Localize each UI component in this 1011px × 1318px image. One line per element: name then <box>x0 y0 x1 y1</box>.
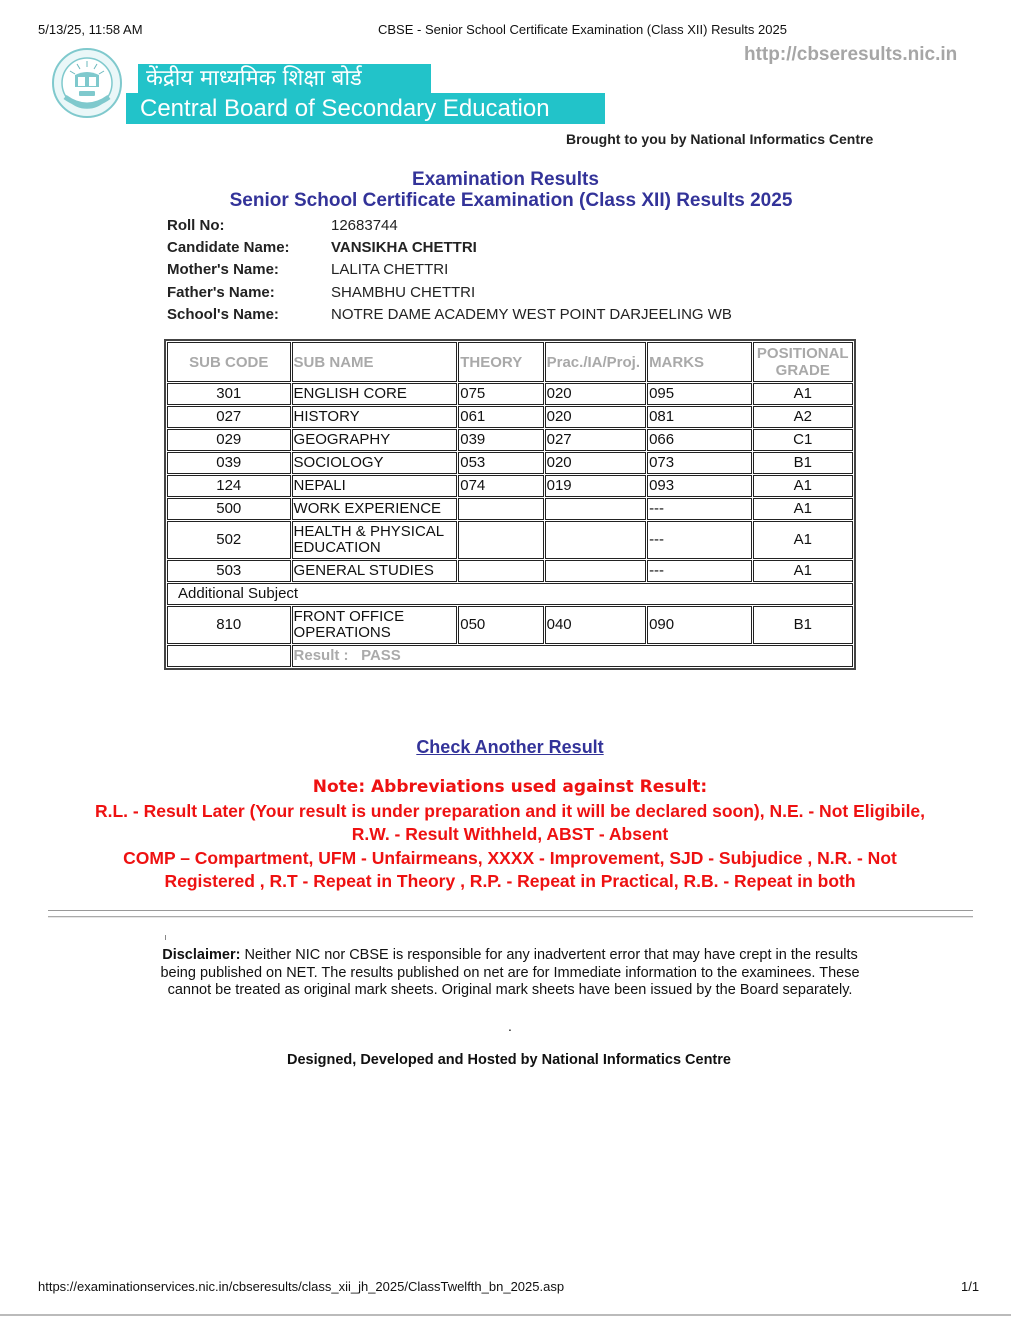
header-sub-name: SUB NAME <box>292 342 458 382</box>
total-marks: 066 <box>647 429 751 451</box>
note-line-1: R.L. - Result Later (Your result is under preparation and it will be declared soon), N.E. - Not Eligibile, <box>94 800 926 821</box>
print-datetime: 5/13/25, 11:58 AM <box>38 22 143 37</box>
roll-no-label: Roll No: <box>167 216 225 234</box>
sub-name <box>292 521 458 559</box>
result-cell <box>292 645 853 667</box>
total-marks: 073 <box>647 452 751 474</box>
header-practical: Prac./IA/Proj. <box>545 342 646 382</box>
table-row <box>167 521 853 559</box>
school-name-row <box>167 303 732 325</box>
marks-table <box>164 339 856 670</box>
total-marks: 081 <box>647 406 751 428</box>
theory-marks <box>458 560 543 582</box>
sub-code: 502 <box>167 521 291 559</box>
sub-name: NEPALI <box>292 475 458 497</box>
roll-no-row <box>167 214 732 236</box>
practical-marks <box>545 498 646 520</box>
header-sub-code: SUB CODE <box>167 342 291 382</box>
positional-grade: A1 <box>753 521 853 559</box>
note-line-2: R.W. - Result Withheld, ABST - Absent <box>351 824 669 844</box>
table-row <box>167 406 853 428</box>
positional-grade: A1 <box>753 560 853 582</box>
print-footer-url: https://examinationservices.nic.in/cbseresults/class_xii_jh_2025/ClassTwelfth_bn_2025.asp <box>38 1279 565 1294</box>
practical-marks: 040 <box>545 606 646 644</box>
print-page-title: CBSE - Senior School Certificate Examination (Class XII) Results 2025 <box>378 22 787 37</box>
practical-marks: 020 <box>545 406 646 428</box>
candidate-info <box>167 214 732 325</box>
check-another-container <box>0 737 1011 758</box>
sub-code: 503 <box>167 560 291 582</box>
header-marks: MARKS <box>647 342 751 382</box>
sub-name: ENGLISH CORE <box>292 383 458 405</box>
header-grade-line1: POSITIONAL <box>756 345 849 362</box>
positional-grade: B1 <box>753 606 853 644</box>
page-bottom-border <box>0 1314 1011 1316</box>
result-value: PASS <box>361 647 401 664</box>
sub-name-line1: HEALTH & PHYSICAL <box>293 523 445 540</box>
total-marks: 090 <box>647 606 751 644</box>
table-row <box>167 498 853 520</box>
note-line-3: COMP – Compartment, UFM - Unfairmeans, XXXX - Improvement, SJD - Subjudice , N.R. - Not <box>123 847 897 868</box>
disclaimer <box>160 947 860 1000</box>
total-marks: 095 <box>647 383 751 405</box>
positional-grade: A1 <box>753 498 853 520</box>
total-marks: --- <box>647 498 751 520</box>
sub-name: SOCIOLOGY <box>292 452 458 474</box>
roll-no-value: 12683744 <box>331 216 398 234</box>
table-row <box>167 429 853 451</box>
theory-marks: 053 <box>458 452 543 474</box>
header-grade-line2: GRADE <box>775 362 830 379</box>
mother-name-row <box>167 259 732 281</box>
mother-name-value: LALITA CHETTRI <box>331 261 449 279</box>
result-row <box>167 645 853 667</box>
sub-name-line1: FRONT OFFICE <box>293 608 405 625</box>
theory-marks: 074 <box>458 475 543 497</box>
theory-marks: 050 <box>458 606 543 644</box>
header-positional-grade <box>753 342 853 382</box>
practical-marks: 020 <box>545 383 646 405</box>
candidate-name-value: VANSIKHA CHETTRI <box>331 238 477 256</box>
sub-code: 029 <box>167 429 291 451</box>
theory-marks <box>458 521 543 559</box>
result-label: Result : <box>293 647 349 664</box>
positional-grade: A1 <box>753 383 853 405</box>
sub-name: GENERAL STUDIES <box>292 560 458 582</box>
sub-code: 124 <box>167 475 291 497</box>
theory-marks <box>458 498 543 520</box>
positional-grade: B1 <box>753 452 853 474</box>
table-row <box>167 475 853 497</box>
table-row <box>167 383 853 405</box>
additional-subject-label: Additional Subject <box>167 583 853 605</box>
practical-marks: 027 <box>545 429 646 451</box>
cbse-emblem-icon <box>51 47 123 119</box>
header-theory: THEORY <box>458 342 543 382</box>
sub-name: HISTORY <box>292 406 458 428</box>
father-name-label: Father's Name: <box>167 283 275 301</box>
additional-subject-row <box>167 583 853 605</box>
table-row <box>167 452 853 474</box>
board-name-english: Central Board of Secondary Education <box>126 93 605 124</box>
sub-name: WORK EXPERIENCE <box>292 498 458 520</box>
school-name-label: School's Name: <box>167 305 279 323</box>
sub-name: GEOGRAPHY <box>292 429 458 451</box>
designed-by-text: Designed, Developed and Hosted by National Informatics Centre <box>287 1052 731 1068</box>
board-name-hindi: केंद्रीय माध्यमिक शिक्षा बोर्ड <box>138 64 431 94</box>
sub-code: 039 <box>167 452 291 474</box>
mother-name-label: Mother's Name: <box>167 261 279 279</box>
sub-code: 301 <box>167 383 291 405</box>
theory-marks: 061 <box>458 406 543 428</box>
disclaimer-label: Disclaimer: <box>162 947 241 963</box>
positional-grade: A2 <box>753 406 853 428</box>
sub-code: 027 <box>167 406 291 428</box>
check-another-result-link[interactable]: Check Another Result <box>416 737 604 757</box>
table-row <box>167 606 853 644</box>
note-line-4: Registered , R.T - Repeat in Theory , R.P. - Repeat in Practical, R.B. - Repeat in both <box>164 871 856 891</box>
theory-marks: 039 <box>458 429 543 451</box>
sub-code: 810 <box>167 606 291 644</box>
total-marks: --- <box>647 560 751 582</box>
divider <box>48 916 973 918</box>
total-marks: --- <box>647 521 751 559</box>
sub-name-line2: OPERATIONS <box>293 624 391 641</box>
decorative-mark <box>165 935 166 940</box>
candidate-name-row <box>167 236 732 258</box>
candidate-name-label: Candidate Name: <box>167 238 290 256</box>
disclaimer-text: Neither NIC nor CBSE is responsible for any inadvertent error that may have crept in the results being published on NET. The results published on net are for Immediate information to the examinees. These cannot be treated as original mark sheets. Original mark sheets have been issued by the Board separately. <box>160 947 860 998</box>
note-title: Note: Abbreviations used against Result: <box>312 777 708 797</box>
print-page-number: 1/1 <box>961 1279 980 1294</box>
site-url: http://cbseresults.nic.in <box>744 44 958 65</box>
sub-code: 500 <box>167 498 291 520</box>
father-name-row <box>167 281 732 303</box>
school-name-value: NOTRE DAME ACADEMY WEST POINT DARJEELING WB <box>331 305 732 323</box>
positional-grade: C1 <box>753 429 853 451</box>
theory-marks: 075 <box>458 383 543 405</box>
sub-name-line2: EDUCATION <box>293 539 381 556</box>
disclaimer-dot: . <box>508 1018 512 1034</box>
result-empty-cell <box>167 645 291 667</box>
divider <box>48 910 973 911</box>
practical-marks <box>545 521 646 559</box>
brought-by-text: Brought to you by National Informatics Centre <box>566 131 874 147</box>
sub-name <box>292 606 458 644</box>
practical-marks: 020 <box>545 452 646 474</box>
table-row <box>167 560 853 582</box>
page-subtitle: Senior School Certificate Examination (Class XII) Results 2025 <box>229 190 793 211</box>
abbreviations-note <box>40 776 980 894</box>
page-title: Examination Results <box>412 169 599 190</box>
table-header-row <box>167 342 853 382</box>
practical-marks <box>545 560 646 582</box>
positional-grade: A1 <box>753 475 853 497</box>
father-name-value: SHAMBHU CHETTRI <box>331 283 476 301</box>
practical-marks: 019 <box>545 475 646 497</box>
total-marks: 093 <box>647 475 751 497</box>
